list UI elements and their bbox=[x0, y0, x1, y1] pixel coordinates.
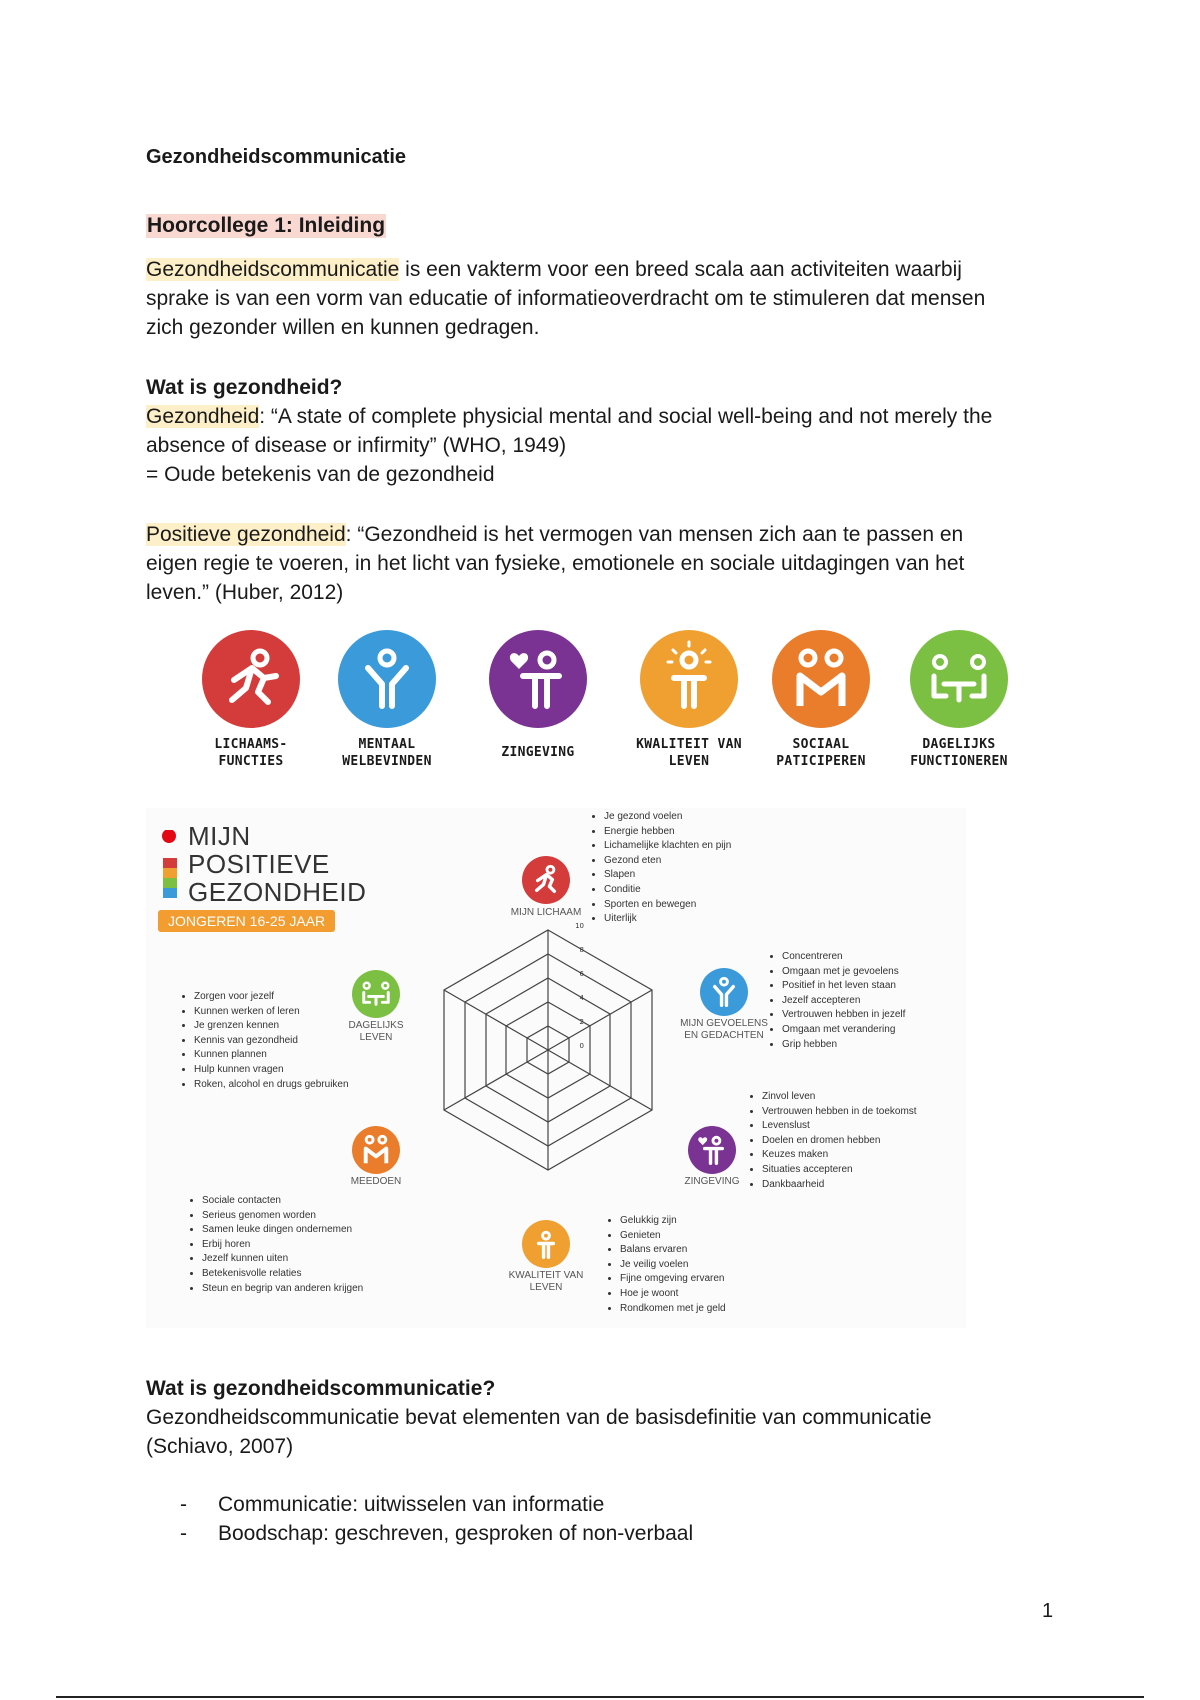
communication-section: Wat is gezondheidscommunicatie? Gezondheidscommunicatie bevat elementen van de basisdefinitie van communicatie (Schiavo, 2007) bbox=[146, 1374, 1066, 1461]
kwaliteit-icon bbox=[522, 1220, 570, 1268]
radar-tick: 8 bbox=[579, 946, 584, 954]
domain-label: MIJN LICHAAM bbox=[510, 907, 582, 918]
domain-label: KWALITEIT VAN LEVEN bbox=[508, 1270, 584, 1293]
radar-tick: 4 bbox=[579, 994, 584, 1002]
gevoelens-icon bbox=[700, 968, 748, 1016]
dimension-dagelijks-functioneren bbox=[894, 630, 1024, 770]
dimension-label: LICHAAMS- FUNCTIES bbox=[214, 737, 288, 769]
dimension-label: MENTAAL WELBEVINDEN bbox=[342, 737, 432, 769]
list-item: - Communicatie: uitwisselen van informatie bbox=[180, 1493, 605, 1516]
positive-health-infographic bbox=[146, 808, 966, 1328]
dimension-lichaamsfuncties bbox=[186, 630, 316, 770]
person-heart-icon bbox=[489, 630, 587, 728]
dimension-label: DAGELIJKS FUNCTIONEREN bbox=[910, 737, 1008, 769]
person-arms-up-icon bbox=[338, 630, 436, 728]
intro-paragraph: Gezondheidscommunicatie is een vakterm voor een breed scala aan activiteiten waarbij sprake is van een vorm van educatie of informatieoverdracht om te stimuleren dat mensen zich gezonder willen en kunnen gedragen. bbox=[146, 258, 986, 339]
list-item: - Boodschap: geschreven, gesproken of non-verbaal bbox=[180, 1522, 694, 1545]
lecture-title: Hoorcollege 1: Inleiding bbox=[147, 214, 386, 237]
domain-label: DAGELIJKS LEVEN bbox=[348, 1020, 404, 1043]
gevoelens-list: • Concentreren • Omgaan met je gevoelens • Positief in het leven staan • Jezelf accepteren • Vertrouwen hebben in jezelf • Omgaan met verandering • Grip hebben bbox=[766, 950, 905, 1052]
health-definition-section: Wat is gezondheid? Gezondheid: “A state of complete physicial mental and social well-being and not merely the absence of disease or infirmity” (WHO, 1949) = Oude betekenis van de gezondheid bbox=[146, 373, 1066, 489]
lichaam-icon bbox=[522, 856, 570, 904]
radar-tick: 10 bbox=[575, 922, 584, 930]
dagelijks-list: • Zorgen voor jezelf • Kunnen werken of leren • Je grenzen kennen • Kennis van gezondheid • Kunnen plannen • Hulp kunnen vragen • Roken, alcohol en drugs gebruiken bbox=[178, 990, 349, 1092]
meedoen-icon bbox=[352, 1126, 400, 1174]
dimension-mentaal-welbevinden bbox=[322, 630, 452, 770]
person-sun-icon bbox=[640, 630, 738, 728]
dimension-zingeving bbox=[473, 630, 603, 761]
domain-label: MEEDOEN bbox=[350, 1176, 402, 1187]
meedoen-list: • Sociale contacten • Serieus genomen worden • Samen leuke dingen ondernemen • Erbij horen • Jezelf kunnen uiten • Betekenisvolle relaties • Steun en begrip van anderen krijgen bbox=[186, 1194, 363, 1296]
running-person-icon bbox=[202, 630, 300, 728]
domain-label: MIJN GEVOELENS EN GEDACHTEN bbox=[680, 1018, 768, 1041]
kwaliteit-list: • Gelukkig zijn • Genieten • Balans ervaren • Je veilig voelen • Fijne omgeving ervaren • Hoe je woont • Rondkomen met je geld bbox=[604, 1214, 726, 1316]
dimension-label: ZINGEVING bbox=[501, 745, 575, 760]
two-people-icon bbox=[772, 630, 870, 728]
dagelijks-icon bbox=[352, 970, 400, 1018]
section-heading: Wat is gezondheidscommunicatie? bbox=[146, 1377, 496, 1400]
domain-label: ZINGEVING bbox=[684, 1176, 740, 1187]
radar-tick: 0 bbox=[579, 1042, 584, 1050]
positive-health-paragraph: Positieve gezondheid: “Gezondheid is het vermogen van mensen zich aan te passen en eigen regie te voeren, in het licht van fysieke, emotionele en sociale uitdagingen van het leven.” (Huber, 2012) bbox=[146, 523, 965, 604]
dimension-sociaal-participeren bbox=[756, 630, 886, 770]
health-dimensions-figure bbox=[146, 630, 1056, 790]
radar-tick: 6 bbox=[579, 970, 584, 978]
communication-list bbox=[180, 1490, 693, 1548]
radar-tick: 2 bbox=[579, 1018, 584, 1026]
page-number: 1 bbox=[1042, 1600, 1054, 1622]
logo-mark-icon bbox=[160, 830, 178, 906]
radar-chart bbox=[418, 920, 678, 1180]
zingeving-list: • Zinvol leven • Vertrouwen hebben in de toekomst • Levenslust • Doelen en dromen hebben • Keuzes maken • Situaties accepteren • Dankbaarheid bbox=[746, 1090, 917, 1192]
document-title: Gezondheidscommunicatie bbox=[146, 146, 407, 168]
zingeving-icon bbox=[688, 1126, 736, 1174]
positive-health-term: Positieve gezondheid bbox=[146, 523, 346, 546]
health-term: Gezondheid bbox=[146, 405, 260, 428]
lichaam-list: • Je gezond voelen • Energie hebben • Lichamelijke klachten en pijn • Gezond eten • Slapen • Conditie • Sporten en bewegen • Uiterlijk bbox=[588, 810, 731, 927]
infographic-title: MIJN POSITIEVE GEZONDHEID bbox=[188, 821, 367, 907]
intro-term: Gezondheidscommunicatie bbox=[146, 258, 400, 281]
people-table-icon bbox=[910, 630, 1008, 728]
dimension-label: KWALITEIT VAN LEVEN bbox=[636, 737, 742, 769]
section-heading: Wat is gezondheid? bbox=[146, 376, 343, 399]
dimension-label: SOCIAAL PATICIPEREN bbox=[776, 737, 866, 769]
page-divider bbox=[56, 1696, 1144, 1698]
dimension-kwaliteit-van-leven bbox=[624, 630, 754, 770]
age-badge: JONGEREN 16-25 JAAR bbox=[158, 910, 335, 932]
